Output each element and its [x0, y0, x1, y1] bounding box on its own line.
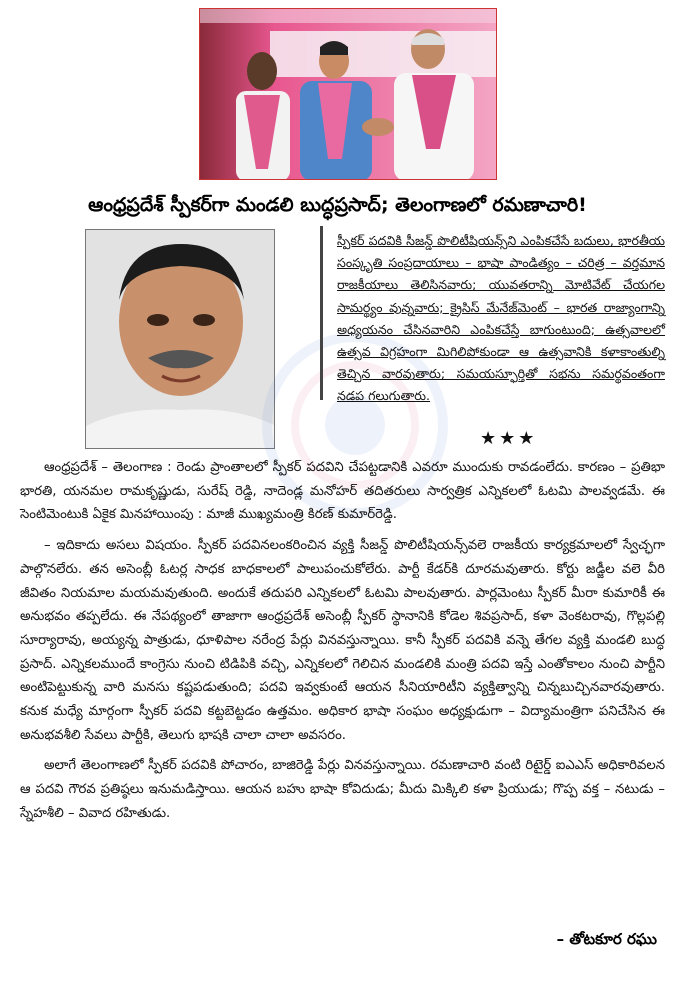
paragraph-3: అలాగే తెలంగాణలో స్పీకర్ పదవికి పోచారం, బాజిరెడ్డి పేర్లు వినవస్తున్నాయి. రమణాచారి వంటి రిటైర్డ్ ఐఎఎస్ అధికారివలన ఆ పదవి గౌరవ ప్రతిష్ఠలు ఇనుమడిస్తాయి. ఆయన బహు భాషా కోవిదుడు; మీదు మిక్కిలి కళా ప్రియుడు; గొప్ప వక్త – నటుడు – స్నేహశీలి – వివాద రహితుడు.: [20, 758, 665, 821]
callout-text-content: స్పీకర్ పదవికి సీజన్డ్ పొలిటీషియన్స్‌ని ఎంపికచేసే బదులు, భారతీయ సంస్కృతి సంప్రదాయాలు – భాషా పాండిత్యం – చరిత్ర – వర్తమాన రాజకీయాలు తెలిసినవారు; యువతరాన్ని మోటివేట్ చేయగల సామర్థ్యం వున్నవారు; క్రైసిస్ మేనేజ్‌మెంట్ – భారత రాజ్యాంగాన్ని అధ్యయనం చేసినవారిని ఎంపికచేస్తే బాగుంటుంది; ఉత్సవాలలో ఉత్సవ విగ్రహంగా మిగిలిపోకుండా ఆ ఉత్సవానికి కళాకాంతుల్ని తెచ్చిన వారవుతారు; సమయస్ఫూర్తితో సభను సమర్థవంతంగా నడప గలుగుతారు.: [337, 233, 665, 404]
callout-text: [337, 230, 665, 408]
article-body: [20, 456, 665, 826]
portrait-illustration: [86, 230, 275, 449]
author-signature: – తోటకూర రఘు: [556, 930, 657, 948]
portrait-photo: [85, 229, 275, 449]
group-photo-illustration: [200, 9, 497, 180]
headline: ఆంధ్రప్రదేశ్ స్పీకర్‌గా మండలి బుద్ధప్రసాద్; తెలంగాణలో రమణాచారి!: [88, 194, 587, 216]
paragraph-2: – ఇదికాదు అసలు విషయం. స్పీకర్ పదవినలంకరించిన వ్యక్తి సీజన్డ్ పొలిటీషియన్స్‌వలె రాజకీయ కార్యక్రమాలలో స్వేచ్ఛగా పాల్గొనలేరు. తన అసెంబ్లీ ఓటర్ల సాధక బాధకాలలో పాలుపంచుకోలేరు. పార్టీ కేడర్‌కి దూరమవుతారు. కోర్టు జడ్జీల వలె వీరి జీవితం నియమాల మయమవుతుంది. అందుకే తదుపరి ఎన్నికలలో ఓటమి పాలవుతారు. పార్లమెంటు స్పీకర్ మీరా కుమారికీ ఈ అనుభవం తప్పలేదు. ఈ నేపథ్యంలో తాజాగా ఆంధ్రప్రదేశ్ అసెంబ్లీ స్పీకర్ స్థానానికి కోడెల శివప్రసాద్, కళా వెంకటరావు, గొల్లపల్లి సూర్యారావు, అయ్యన్న పాత్రుడు, ధూళిపాల నరేంద్ర పేర్లు వినవస్తున్నాయి. కానీ స్పీకర్ పదవికి వన్నె తేగల వ్యక్తి మండలి బుద్ధ ప్రసాద్. ఎన్నికలముందే కాంగ్రెసు నుంచి టిడిపికి వచ్చి, ఎన్నికలలో గెలిచిన మండలికి మంత్రి పదవి ఇస్తే ఎంతోకాలం నుంచి పార్టీని అంటిపెట్టుకున్న వారి మనసు కష్టపడుతుంది; పదవి ఇవ్వకుంటే ఆయన సీనియారిటీని వ్యక్తిత్వాన్ని చిన్నబుచ్చినవారవుతారు. కనుక మధ్యే మార్గంగా స్పీకర్ పదవి కట్టబెట్టడం ఉత్తమం. అధికార భాషా సంఘం అధ్యక్షుడుగా – విద్యామంత్రిగా పనిచేసిన ఈ అనుభవశీలి సేవలు పార్టీకి, తెలుగు భాషకి చాలా చాలా అవసరం.: [20, 538, 665, 743]
top-photo: [199, 8, 497, 180]
paragraph-1: ఆంధ్రప్రదేశ్ – తెలంగాణ : రెండు ప్రాంతాలలో స్పీకర్ పదవిని చేపట్టడానికి ఎవరూ ముందుకు రావడంలేదు. కారణం – ప్రతిభా భారతి, యనమల రామకృష్ణుడు, సురేష్ రెడ్డి, నాదెండ్ల మనోహర్ తదితరులు సార్వత్రిక ఎన్నికలలో ఓటమి పాలవ్వడమే. ఈ సెంటిమెంటుకి ఏకైక మినహాయింపు : మాజీ ముఖ్యమంత్రి కిరణ్ కుమార్‌రెడ్డి.: [20, 460, 665, 523]
separator-stars: ★★★: [480, 428, 538, 449]
callout-box: [320, 226, 670, 404]
callout-bar: [320, 226, 323, 400]
